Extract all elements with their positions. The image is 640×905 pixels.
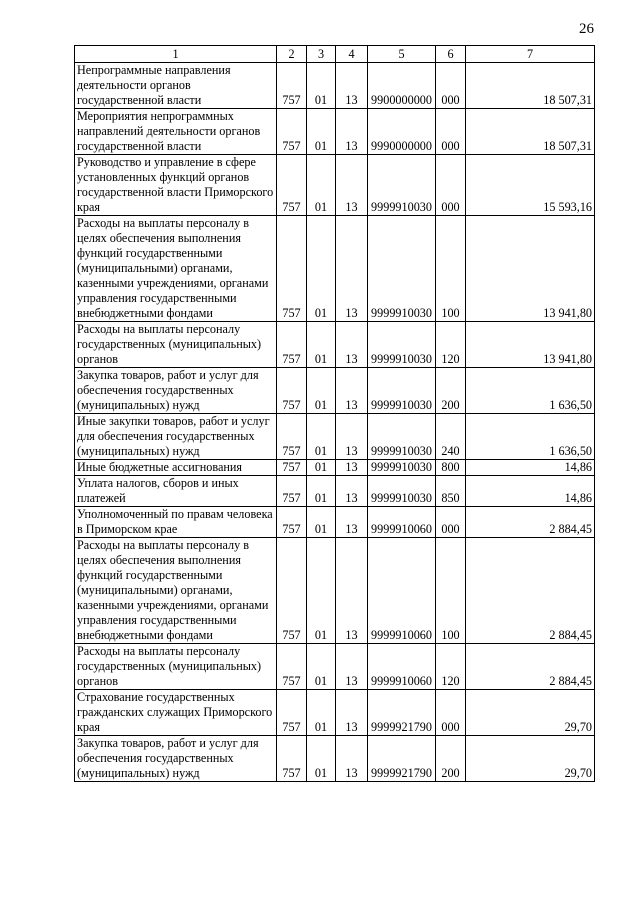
row-sum-cell: 2 884,45 (466, 644, 595, 690)
row-name-cell: Расходы на выплаты персоналу государственных (муниципальных) органов (75, 322, 277, 368)
row-vr-cell: 000 (436, 507, 466, 538)
header-row (75, 46, 595, 63)
header-cell-6: 6 (436, 46, 466, 63)
row-pr-cell: 13 (336, 690, 368, 736)
row-rz-cell: 01 (307, 507, 336, 538)
row-vr-cell: 000 (436, 109, 466, 155)
row-name-cell: Мероприятия непрограммных направлений деятельности органов государственной власти (75, 109, 277, 155)
row-csr-cell: 9900000000 (368, 63, 436, 109)
row-grbs-cell: 757 (277, 109, 307, 155)
row-rz-cell: 01 (307, 216, 336, 322)
row-rz-cell: 01 (307, 368, 336, 414)
row-csr-cell: 9999921790 (368, 736, 436, 782)
row-grbs-cell: 757 (277, 414, 307, 460)
row-name-cell: Расходы на выплаты персоналу государственных (муниципальных) органов (75, 644, 277, 690)
row-csr-cell: 9999910060 (368, 538, 436, 644)
row-rz-cell: 01 (307, 414, 336, 460)
row-csr-cell: 9999910030 (368, 414, 436, 460)
row-pr-cell: 13 (336, 63, 368, 109)
row-csr-cell: 9999910030 (368, 368, 436, 414)
row-grbs-cell: 757 (277, 690, 307, 736)
header-cell-5: 5 (368, 46, 436, 63)
row-sum-cell: 29,70 (466, 736, 595, 782)
row-vr-cell: 200 (436, 736, 466, 782)
row-name-cell: Закупка товаров, работ и услуг для обеспечения государственных (муниципальных) нужд (75, 368, 277, 414)
row-vr-cell: 850 (436, 476, 466, 507)
row-vr-cell: 000 (436, 690, 466, 736)
table-row (75, 63, 595, 109)
table-row (75, 368, 595, 414)
row-vr-cell: 100 (436, 538, 466, 644)
row-rz-cell: 01 (307, 63, 336, 109)
row-sum-cell: 2 884,45 (466, 538, 595, 644)
row-sum-cell: 18 507,31 (466, 109, 595, 155)
row-csr-cell: 9999910060 (368, 507, 436, 538)
row-grbs-cell: 757 (277, 216, 307, 322)
table-row (75, 460, 595, 476)
row-rz-cell: 01 (307, 109, 336, 155)
row-pr-cell: 13 (336, 736, 368, 782)
row-grbs-cell: 757 (277, 736, 307, 782)
row-name-cell: Уполномоченный по правам человека в Приморском крае (75, 507, 277, 538)
row-pr-cell: 13 (336, 476, 368, 507)
table-row (75, 414, 595, 460)
row-grbs-cell: 757 (277, 476, 307, 507)
row-grbs-cell: 757 (277, 155, 307, 216)
row-rz-cell: 01 (307, 690, 336, 736)
table-row (75, 538, 595, 644)
row-vr-cell: 240 (436, 414, 466, 460)
row-vr-cell: 120 (436, 322, 466, 368)
row-rz-cell: 01 (307, 538, 336, 644)
row-vr-cell: 000 (436, 155, 466, 216)
row-grbs-cell: 757 (277, 538, 307, 644)
header-cell-2: 2 (277, 46, 307, 63)
row-name-cell: Иные закупки товаров, работ и услуг для обеспечения государственных (муниципальных) нужд (75, 414, 277, 460)
row-vr-cell: 120 (436, 644, 466, 690)
row-pr-cell: 13 (336, 460, 368, 476)
table-row (75, 322, 595, 368)
row-sum-cell: 13 941,80 (466, 216, 595, 322)
row-csr-cell: 9990000000 (368, 109, 436, 155)
table-row (75, 690, 595, 736)
row-csr-cell: 9999910030 (368, 155, 436, 216)
row-rz-cell: 01 (307, 322, 336, 368)
row-csr-cell: 9999921790 (368, 690, 436, 736)
table-row (75, 736, 595, 782)
row-name-cell: Иные бюджетные ассигнования (75, 460, 277, 476)
row-vr-cell: 000 (436, 63, 466, 109)
row-grbs-cell: 757 (277, 368, 307, 414)
row-grbs-cell: 757 (277, 460, 307, 476)
row-pr-cell: 13 (336, 644, 368, 690)
row-csr-cell: 9999910060 (368, 644, 436, 690)
row-name-cell: Расходы на выплаты персоналу в целях обеспечения выполнения функций государственными (муниципальными) органами, казенными учреждениями, органами управления государственными внебюджетными фондами (75, 538, 277, 644)
row-rz-cell: 01 (307, 460, 336, 476)
row-rz-cell: 01 (307, 155, 336, 216)
row-csr-cell: 9999910030 (368, 460, 436, 476)
row-pr-cell: 13 (336, 216, 368, 322)
row-grbs-cell: 757 (277, 644, 307, 690)
row-csr-cell: 9999910030 (368, 476, 436, 507)
row-sum-cell: 2 884,45 (466, 507, 595, 538)
row-name-cell: Непрограммные направления деятельности органов государственной власти (75, 63, 277, 109)
row-sum-cell: 18 507,31 (466, 63, 595, 109)
row-sum-cell: 13 941,80 (466, 322, 595, 368)
table-row (75, 155, 595, 216)
row-vr-cell: 200 (436, 368, 466, 414)
row-csr-cell: 9999910030 (368, 322, 436, 368)
table-row (75, 644, 595, 690)
header-cell-7: 7 (466, 46, 595, 63)
table-row (75, 109, 595, 155)
budget-table (74, 45, 595, 782)
row-pr-cell: 13 (336, 538, 368, 644)
row-pr-cell: 13 (336, 109, 368, 155)
row-pr-cell: 13 (336, 414, 368, 460)
row-name-cell: Закупка товаров, работ и услуг для обеспечения государственных (муниципальных) нужд (75, 736, 277, 782)
row-pr-cell: 13 (336, 507, 368, 538)
table-body (75, 63, 595, 782)
row-pr-cell: 13 (336, 368, 368, 414)
row-name-cell: Расходы на выплаты персоналу в целях обеспечения выполнения функций государственными (муниципальными) органами, казенными учреждениями, органами управления государственными внебюджетными фондами (75, 216, 277, 322)
row-vr-cell: 100 (436, 216, 466, 322)
row-sum-cell: 29,70 (466, 690, 595, 736)
row-grbs-cell: 757 (277, 507, 307, 538)
row-rz-cell: 01 (307, 476, 336, 507)
row-pr-cell: 13 (336, 155, 368, 216)
header-cell-3: 3 (307, 46, 336, 63)
row-rz-cell: 01 (307, 736, 336, 782)
row-sum-cell: 14,86 (466, 476, 595, 507)
header-cell-4: 4 (336, 46, 368, 63)
page-number: 26 (579, 21, 594, 37)
row-sum-cell: 1 636,50 (466, 414, 595, 460)
row-sum-cell: 15 593,16 (466, 155, 595, 216)
row-vr-cell: 800 (436, 460, 466, 476)
row-name-cell: Уплата налогов, сборов и иных платежей (75, 476, 277, 507)
row-sum-cell: 14,86 (466, 460, 595, 476)
table-row (75, 507, 595, 538)
table-row (75, 476, 595, 507)
row-pr-cell: 13 (336, 322, 368, 368)
row-sum-cell: 1 636,50 (466, 368, 595, 414)
row-name-cell: Страхование государственных гражданских служащих Приморского края (75, 690, 277, 736)
header-cell-1: 1 (75, 46, 277, 63)
table-row (75, 216, 595, 322)
row-grbs-cell: 757 (277, 63, 307, 109)
row-grbs-cell: 757 (277, 322, 307, 368)
row-name-cell: Руководство и управление в сфере установленных функций органов государственной власти Приморского края (75, 155, 277, 216)
row-csr-cell: 9999910030 (368, 216, 436, 322)
row-rz-cell: 01 (307, 644, 336, 690)
